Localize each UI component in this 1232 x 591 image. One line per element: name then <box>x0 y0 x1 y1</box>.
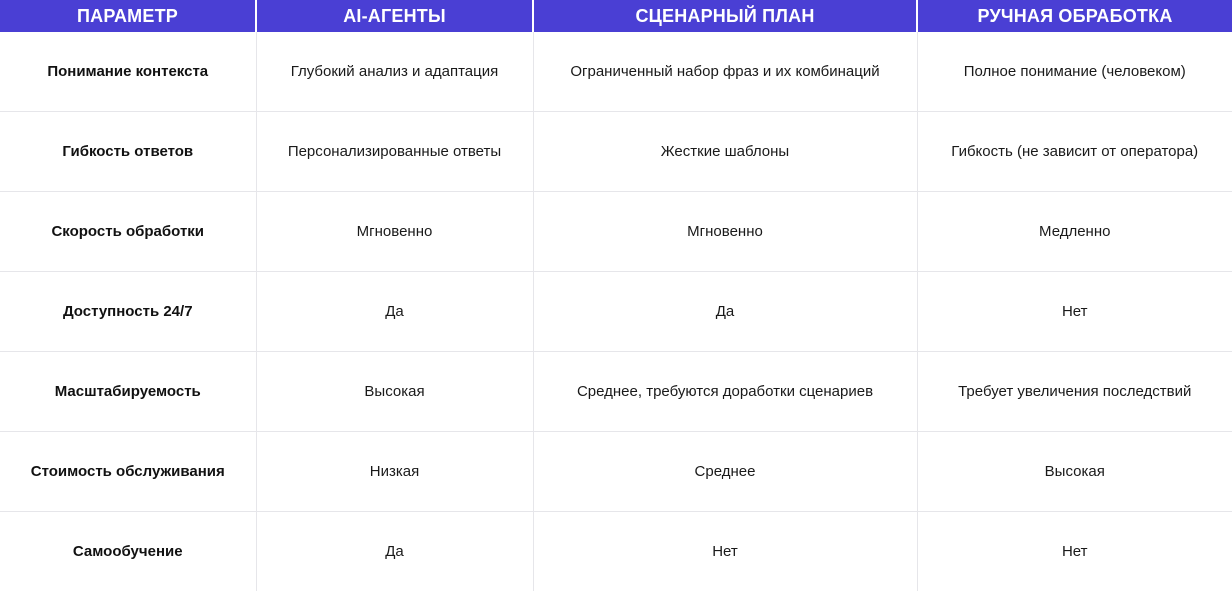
row-parameter-cell: Гибкость ответов <box>0 111 256 191</box>
header-scenario-plan: СЦЕНАРНЫЙ ПЛАН <box>533 0 917 32</box>
header-ai-agents: AI-АГЕНТЫ <box>256 0 533 32</box>
table-row <box>0 32 1232 111</box>
manual-processing-cell: Требует увеличения последствий <box>917 351 1232 431</box>
ai-agents-cell: Да <box>256 511 533 591</box>
manual-processing-cell: Гибкость (не зависит от оператора) <box>917 111 1232 191</box>
row-parameter-cell: Доступность 24/7 <box>0 271 256 351</box>
scenario-plan-cell: Да <box>533 271 917 351</box>
scenario-plan-cell: Среднее <box>533 431 917 511</box>
ai-agents-cell: Низкая <box>256 431 533 511</box>
row-parameter-cell: Понимание контекста <box>0 32 256 111</box>
ai-agents-cell: Да <box>256 271 533 351</box>
header-manual-processing: РУЧНАЯ ОБРАБОТКА <box>917 0 1232 32</box>
ai-agents-cell: Мгновенно <box>256 191 533 271</box>
header-row <box>0 0 1232 32</box>
ai-agents-cell: Высокая <box>256 351 533 431</box>
table-row <box>0 271 1232 351</box>
row-parameter-cell: Стоимость обслуживания <box>0 431 256 511</box>
table-body <box>0 32 1232 591</box>
ai-agents-cell: Персонализированные ответы <box>256 111 533 191</box>
table-header <box>0 0 1232 32</box>
scenario-plan-cell: Мгновенно <box>533 191 917 271</box>
table-row <box>0 431 1232 511</box>
manual-processing-cell: Нет <box>1061 542 1088 560</box>
manual-processing-cell: Высокая <box>917 431 1232 511</box>
row-parameter-cell: Скорость обработки <box>0 191 256 271</box>
ai-agents-cell: Глубокий анализ и адаптация <box>256 32 533 111</box>
manual-processing-cell: Полное понимание (человеком) <box>917 32 1232 111</box>
table-row <box>0 511 1232 591</box>
table-row <box>0 111 1232 191</box>
scenario-plan-cell: Нет <box>533 511 917 591</box>
row-parameter-cell: Масштабируемость <box>0 351 256 431</box>
scenario-plan-cell: Среднее, требуются доработки сценариев <box>533 351 917 431</box>
manual-processing-cell: Нет <box>917 271 1232 351</box>
scenario-plan-cell: Жесткие шаблоны <box>533 111 917 191</box>
table-row <box>0 191 1232 271</box>
row-parameter-cell: Самообучение <box>0 511 256 591</box>
manual-processing-cell: Медленно <box>917 191 1232 271</box>
table-row <box>0 351 1232 431</box>
scenario-plan-cell: Ограниченный набор фраз и их комбинаций <box>533 32 917 111</box>
header-parameter: ПАРАМЕТР <box>0 0 256 32</box>
